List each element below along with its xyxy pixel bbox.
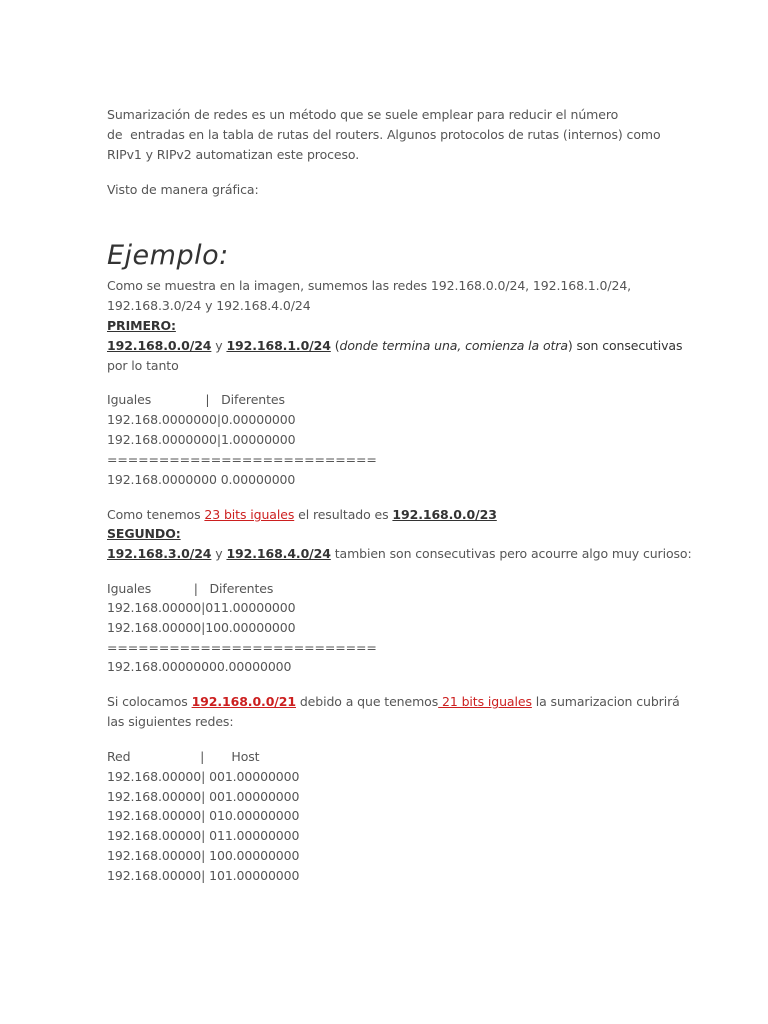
conclusion-mid: debido a que tenemos	[295, 694, 439, 709]
segundo-table-row: ==========================	[107, 640, 377, 655]
conclusion-line-2: las siguientes redes:	[107, 714, 234, 729]
primero-label-text: PRIMERO:	[107, 318, 176, 333]
segundo-net-b: 192.168.4.0/24	[226, 546, 331, 561]
primero-table-row: 192.168.0000000|0.00000000	[107, 412, 296, 427]
segundo-label	[107, 525, 181, 543]
segundo-table-row: 192.168.00000000.00000000	[107, 659, 292, 674]
visto-text: Visto de manera gráfica:	[107, 182, 259, 197]
primero-paren-close: ) son consecutivas	[567, 338, 683, 353]
primero-table-row: 192.168.0000000|1.00000000	[107, 432, 296, 447]
segundo-y: y	[211, 546, 227, 561]
segundo-rest: tambien son consecutivas pero acourre algo muy curioso:	[330, 546, 692, 561]
primero-table-row: ==========================	[107, 452, 377, 467]
primero-net-a: 192.168.0.0/24	[107, 338, 212, 353]
redes-table-row: Red | Host	[107, 749, 260, 764]
example-line-2: 192.168.3.0/24 y 192.168.4.0/24	[107, 298, 311, 313]
intro-line-3: RIPv1 y RIPv2 automatizan este proceso.	[107, 147, 360, 162]
redes-table-row: 192.168.00000| 001.00000000	[107, 789, 300, 804]
result-net: 192.168.0.0/23	[392, 507, 497, 522]
redes-table-row: 192.168.00000| 001.00000000	[107, 769, 300, 784]
conclusion-post: la sumarizacion cubrirá	[531, 694, 680, 709]
primero-networks-line	[107, 337, 682, 355]
primero-table-row: Iguales | Diferentes	[107, 392, 285, 407]
primero-y: y	[211, 338, 227, 353]
primero-label	[107, 317, 176, 335]
conclusion-bits-link[interactable]: 21 bits iguales	[438, 694, 532, 709]
segundo-networks-line	[107, 545, 692, 563]
redes-table-row: 192.168.00000| 101.00000000	[107, 868, 300, 883]
intro-line-2: de entradas en la tabla de rutas del routers. Algunos protocolos de rutas (internos) como	[107, 127, 661, 142]
segundo-net-a: 192.168.3.0/24	[107, 546, 212, 561]
segundo-table-row: 192.168.00000|011.00000000	[107, 600, 296, 615]
primero-table-row: 192.168.0000000 0.00000000	[107, 472, 296, 487]
redes-table-row: 192.168.00000| 011.00000000	[107, 828, 300, 843]
ejemplo-heading: Ejemplo:	[107, 240, 229, 271]
intro-line-1: Sumarización de redes es un método que se suele emplear para reducir el número	[107, 107, 619, 122]
redes-table-row: 192.168.00000| 010.00000000	[107, 808, 300, 823]
result-bits-link[interactable]: 23 bits iguales	[204, 507, 295, 522]
redes-table-row: 192.168.00000| 100.00000000	[107, 848, 300, 863]
segundo-table-row: Iguales | Diferentes	[107, 581, 274, 596]
primero-result-line	[107, 506, 497, 524]
primero-paren-open: (	[330, 338, 340, 353]
primero-net-b: 192.168.1.0/24	[226, 338, 331, 353]
conclusion-net-link[interactable]: 192.168.0.0/21	[191, 694, 296, 709]
primero-line-2: por lo tanto	[107, 358, 179, 373]
result-pre: Como tenemos	[107, 507, 205, 522]
primero-note: donde termina una, comienza la otra	[339, 338, 568, 353]
example-line-1: Como se muestra en la imagen, sumemos las redes 192.168.0.0/24, 192.168.1.0/24,	[107, 278, 632, 293]
conclusion-pre: Si colocamos	[107, 694, 192, 709]
result-mid: el resultado es	[294, 507, 393, 522]
segundo-table-row: 192.168.00000|100.00000000	[107, 620, 296, 635]
segundo-label-text: SEGUNDO:	[107, 526, 181, 541]
conclusion-line-1	[107, 693, 680, 711]
